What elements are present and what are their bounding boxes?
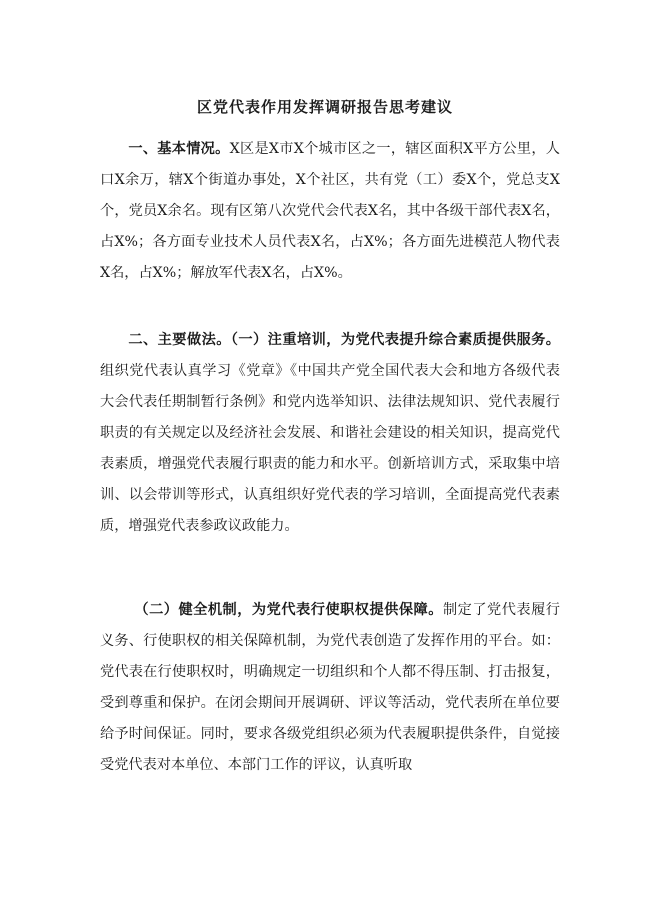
- paragraph-main-practices: [100, 325, 560, 542]
- paragraph-heading: 一、基本情况。: [128, 141, 230, 157]
- paragraph-basic-situation: [100, 134, 560, 289]
- paragraph-text: 组织党代表认真学习《党章》《中国共产党全国代表大会和地方各级代表大会代表任期制暂行条例》和党内选举知识、法律法规知识、党代表履行职责的有关规定以及经济社会发展、和谐社会建设的相关知识，提高党代表素质，增强党代表履行职责的能力和水平。创新培训方式，采取集中培训、以会带训等形式，认真组织好党代表的学习培训，全面提高党代表素质，增强党代表参政议政能力。: [100, 363, 560, 534]
- document-title: 区党代表作用发挥调研报告思考建议: [196, 98, 453, 116]
- paragraph-heading: 二、主要做法。（一）注重培训，为党代表提升综合素质提供服务。: [128, 332, 560, 348]
- paragraph-improve-mechanism: [100, 595, 560, 781]
- paragraph-text: 制定了党代表履行义务、行使职权的相关保障机制，为党代表创造了发挥作用的平台。如：党代表在行使职权时，明确规定一切组织和个人都不得压制、打击报复，受到尊重和保护。在闭会期间开展调研、评议等活动，党代表所在单位要给予时间保证。同时，要求各级党组织必须为代表履职提供条件，自觉接受党代表对本单位、本部门工作的评议，认真听取: [100, 602, 560, 773]
- paragraph-heading: （二）健全机制，为党代表行使职权提供保障。: [134, 602, 443, 618]
- paragraph-text: X区是X市X个城市区之一，辖区面积X平方公里，人口X余万，辖X个街道办事处，X个社区，共有党（工）委X个，党总支X个，党员X余名。现有区第八次党代会代表X名，其中各级干部代表X名，占X%；各方面专业技术人员代表X名，占X%；各方面先进模范人物代表X名，占X%；解放军代表X名，占X%。: [100, 141, 560, 281]
